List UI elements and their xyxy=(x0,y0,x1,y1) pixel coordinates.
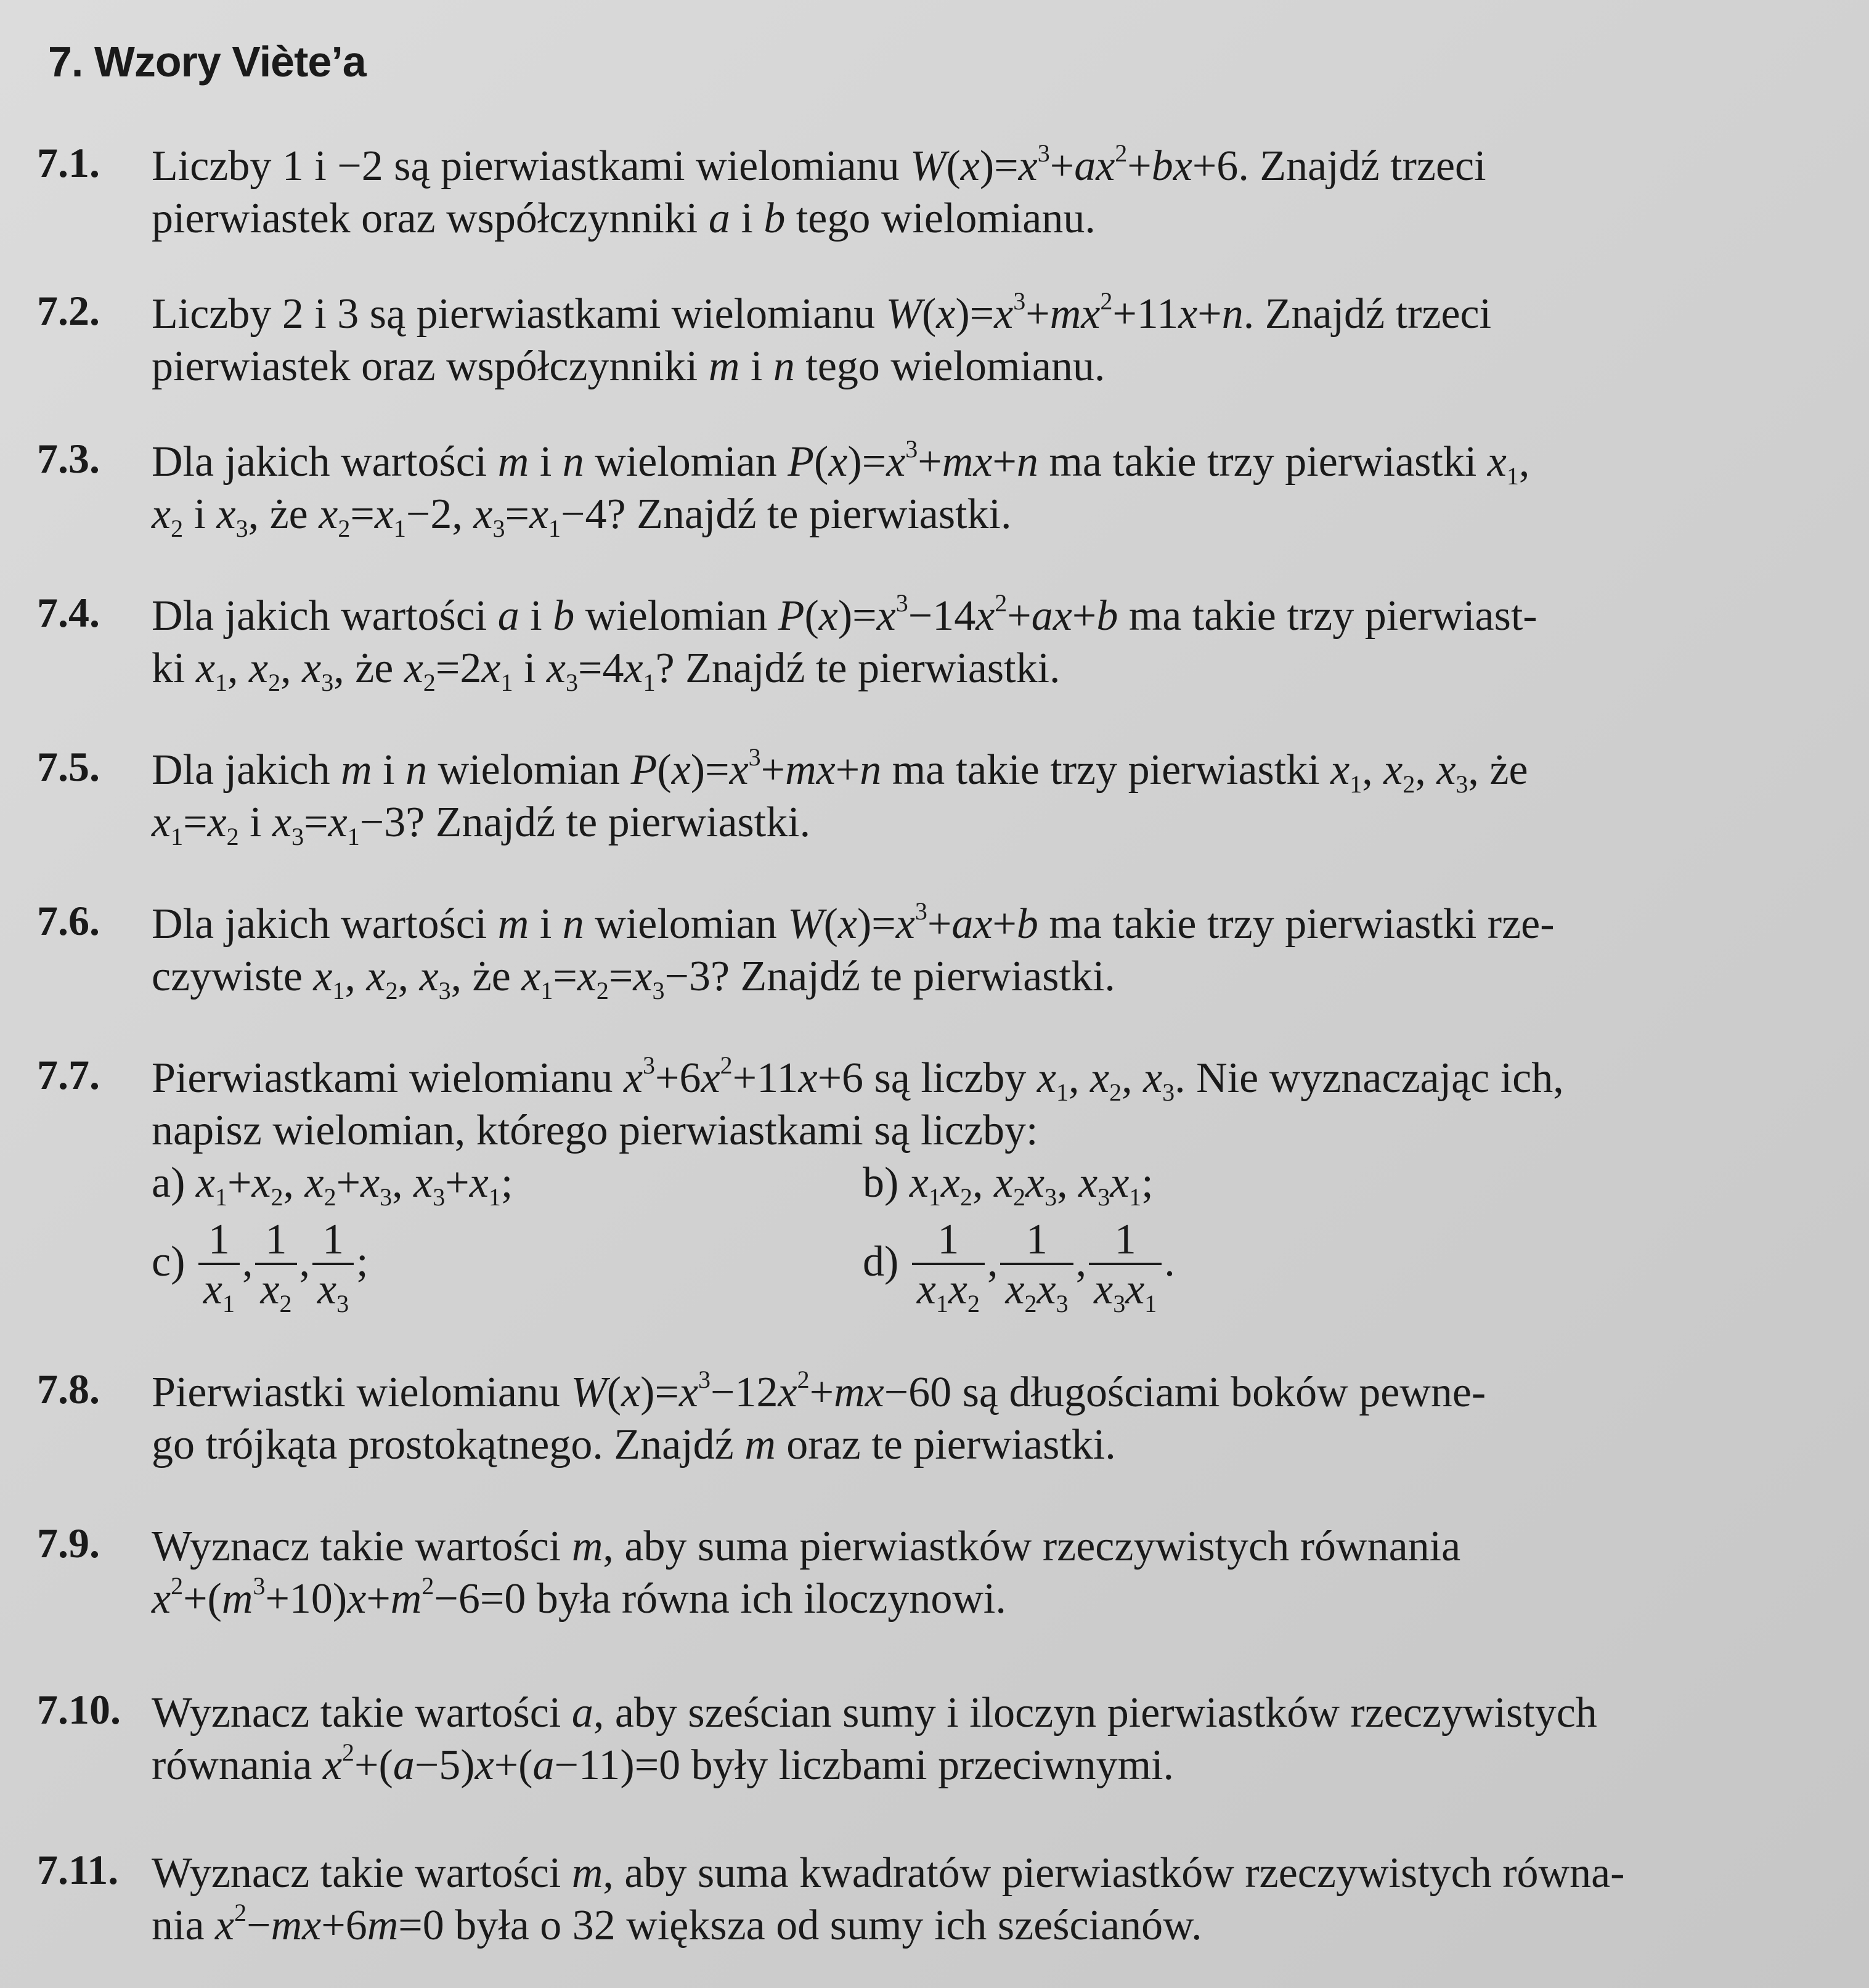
problem-number: 7.11. xyxy=(37,1846,119,1893)
subitem-b: b) $x_1x_2$, $x_2x_3$, $x_3x_1$; xyxy=(863,1159,1154,1211)
problem-text: pierwiastek oraz współczynniki m i n tego wielomianu. xyxy=(152,343,1106,390)
problem-number: 7.3. xyxy=(37,435,100,482)
subitem-d: d) $\frac{1}{x_1x_2}$ , $\frac{1}{x_2x_3}$ , $\frac{1}{x_3x_1}$ . xyxy=(863,1216,1175,1318)
problem-text: $x^2+(m^3+10)x+m^2-6=0$ była równa ich iloczynowi. xyxy=(152,1572,1006,1623)
problem-text: $x_1=x_2$ i $x_3=x_1-3$? Znajdź te pierwiastki. xyxy=(152,799,811,850)
problem-text: Pierwiastkami wielomianu $x^3+6x^2+11x+6$ są liczby $x_1$, $x_2$, $x_3$. Nie wyznaczając ich, xyxy=(152,1051,1564,1106)
problem-text: ki $x_1$, $x_2$, $x_3$, że $x_2=2x_1$ i $x_3=4x_1$? Znajdź te pierwiastki. xyxy=(152,645,1061,696)
problem-text: równania $x^2+(a-5)x+(a-11)=0$ były liczbami przeciwnymi. xyxy=(152,1738,1175,1789)
problem-number: 7.6. xyxy=(37,897,100,944)
problem-number: 7.9. xyxy=(37,1520,100,1566)
problem-number: 7.10. xyxy=(37,1686,121,1733)
problem-text: napisz wielomian, którego pierwiastkami są liczby: xyxy=(152,1107,1038,1154)
fraction: $\frac{1}{x_1}$ xyxy=(198,1217,240,1314)
problem-number: 7.8. xyxy=(37,1366,100,1412)
problem-text: pierwiastek oraz współczynniki a i b tego wielomianu. xyxy=(152,195,1096,242)
problem-number: 7.4. xyxy=(37,589,100,636)
problem-text: $x_2$ i $x_3$, że $x_2=x_1-2$, $x_3=x_1-4$? Znajdź te pierwiastki. xyxy=(152,491,1012,542)
subitem-a: a) $x_1+x_2$, $x_2+x_3$, $x_3+x_1$; xyxy=(152,1159,513,1211)
problem-text: Dla jakich wartości m i n wielomian $W(x)=x^3+ax+b$ ma takie trzy pierwiastki rze- xyxy=(152,897,1555,948)
problem-number: 7.1. xyxy=(37,139,100,186)
problem-text: Dla jakich wartości a i b wielomian $P(x)=x^3-14x^2+ax+b$ ma takie trzy pierwiast- xyxy=(152,589,1537,640)
problem-text: Dla jakich m i n wielomian $P(x)=x^3+mx+n$ ma takie trzy pierwiastki $x_1$, $x_2$, $x_3$, że xyxy=(152,743,1528,798)
problem-text: Dla jakich wartości m i n wielomian $P(x)=x^3+mx+n$ ma takie trzy pierwiastki $x_1$, xyxy=(152,435,1530,490)
subitem-c: c) $\frac{1}{x_1}$ , $\frac{1}{x_2}$ , $\frac{1}{x_3}$ ; xyxy=(152,1216,369,1318)
problem-text: Wyznacz takie wartości m, aby suma kwadratów pierwiastków rzeczywistych równa- xyxy=(152,1849,1625,1897)
problem-number: 7.7. xyxy=(37,1051,100,1098)
problem-number: 7.2. xyxy=(37,287,100,334)
problem-text: nia $x^2-mx+6m=0$ była o 32 większa od sumy ich sześcianów. xyxy=(152,1899,1202,1949)
problem-text: Wyznacz takie wartości m, aby suma pierwiastków rzeczywistych równania xyxy=(152,1523,1461,1570)
problem-text: go trójkąta prostokątnego. Znajdź m oraz te pierwiastki. xyxy=(152,1421,1116,1469)
problem-number: 7.5. xyxy=(37,743,100,790)
fraction: $\frac{1}{x_3}$ xyxy=(312,1217,354,1314)
problem-text: Wyznacz takie wartości a, aby sześcian sumy i iloczyn pierwiastków rzeczywistych xyxy=(152,1689,1597,1737)
fraction: $\frac{1}{x_2}$ xyxy=(255,1217,296,1314)
problem-text: Liczby 1 i −2 są pierwiastkami wielomianu $W(x)=x^3+ax^2+bx+6$. Znajdź trzeci xyxy=(152,139,1486,190)
section-title: 7. Wzory Viète’a xyxy=(48,38,366,86)
fraction: $\frac{1}{x_3x_1}$ xyxy=(1089,1217,1162,1314)
problem-text: Liczby 2 i 3 są pierwiastkami wielomianu $W(x)=x^3+mx^2+11x+n$. Znajdź trzeci xyxy=(152,287,1492,338)
problem-text: czywiste $x_1$, $x_2$, $x_3$, że $x_1=x_2=x_3-3$? Znajdź te pierwiastki. xyxy=(152,953,1115,1004)
fraction: $\frac{1}{x_2x_3}$ xyxy=(1000,1217,1073,1314)
fraction: $\frac{1}{x_1x_2}$ xyxy=(912,1217,985,1314)
problem-text: Pierwiastki wielomianu $W(x)=x^3-12x^2+mx-60$ są długościami boków pewne- xyxy=(152,1366,1486,1416)
